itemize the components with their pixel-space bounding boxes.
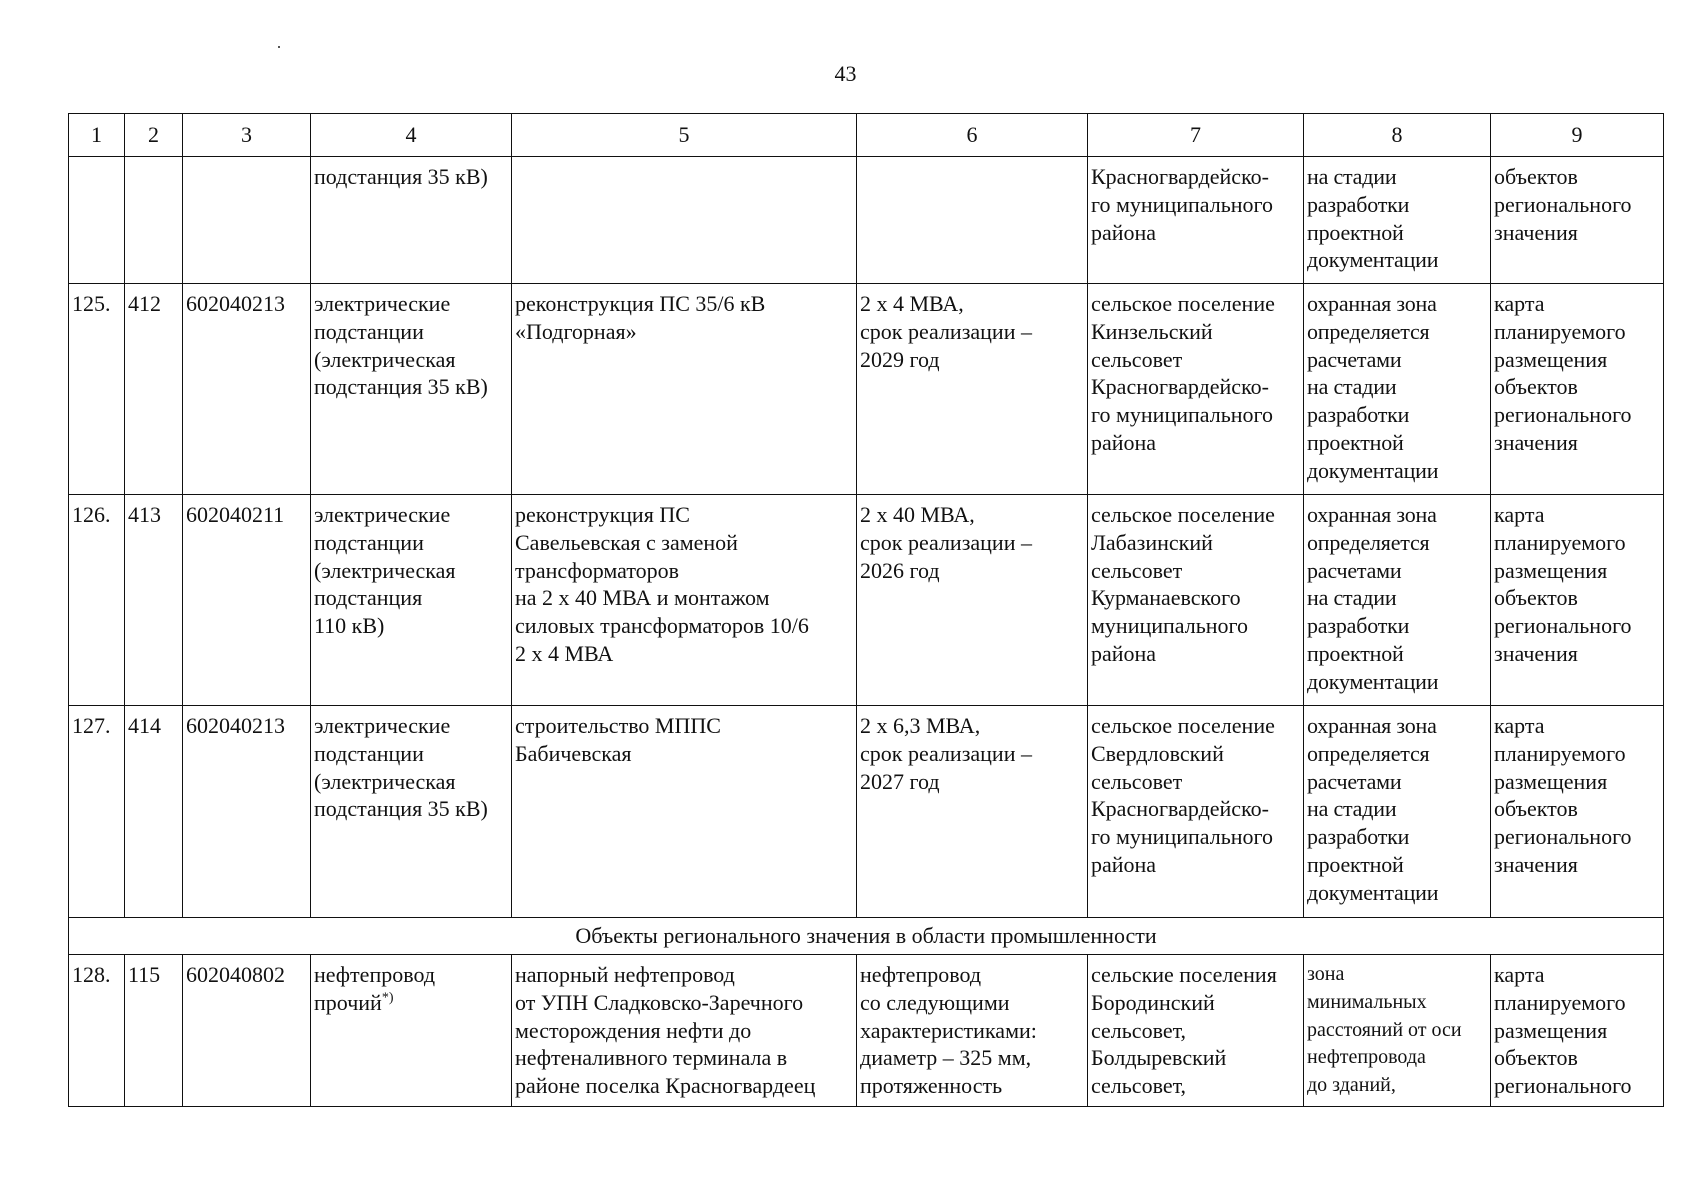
column-header: 2 xyxy=(125,114,183,157)
column-header: 3 xyxy=(183,114,311,157)
cell-map-reference: карта планируемого размещения объектов регионального xyxy=(1491,955,1664,1107)
column-header: 9 xyxy=(1491,114,1664,157)
column-number-header-row xyxy=(69,114,1664,157)
cell-number: 128. xyxy=(69,955,125,1107)
table-row-continuation xyxy=(69,157,1664,284)
cell-number: 126. xyxy=(69,495,125,706)
cell-location: сельское поселение Свердловский сельсовет Красногвардейско- го муниципального района xyxy=(1088,706,1304,918)
cell-location: сельское поселение Лабазинский сельсовет Курманаевского муниципального района xyxy=(1088,495,1304,706)
cell-object-name: строительство МППС Бабичевская xyxy=(512,706,857,918)
table-row xyxy=(69,284,1664,495)
cell-code: 602040211 xyxy=(183,495,311,706)
cell-object-type: подстанция 35 кВ) xyxy=(311,157,512,284)
cell-characteristics: нефтепровод со следующими характеристиками: диаметр – 325 мм, протяженность xyxy=(857,955,1088,1107)
page-number: 43 xyxy=(834,61,857,86)
cell-index: 412 xyxy=(125,284,183,495)
cell-object-name xyxy=(512,157,857,284)
cell-object-type xyxy=(311,955,512,1107)
cell-object-name: напорный нефтепровод от УПН Сладковско-Заречного месторождения нефти до нефтеналивного терминала в районе поселка Красногвардеец xyxy=(512,955,857,1107)
section-title: Объекты регионального значения в области промышленности xyxy=(69,918,1664,955)
cell-zone: на стадии разработки проектной документации xyxy=(1304,157,1491,284)
cell-location: Красногвардейско- го муниципального района xyxy=(1088,157,1304,284)
cell-characteristics: 2 х 40 МВА, срок реализации – 2026 год xyxy=(857,495,1088,706)
cell-index xyxy=(125,157,183,284)
cell-object-type: электрические подстанции (электрическая подстанция 35 кВ) xyxy=(311,706,512,918)
footnote-marker: *) xyxy=(381,990,394,1006)
cell-index: 414 xyxy=(125,706,183,918)
column-header: 4 xyxy=(311,114,512,157)
cell-number xyxy=(69,157,125,284)
table-row xyxy=(69,955,1664,1107)
cell-characteristics: 2 х 6,3 МВА, срок реализации – 2027 год xyxy=(857,706,1088,918)
cell-object-name: реконструкция ПС Савельевская с заменой трансформаторов на 2 х 40 МВА и монтажом силовых трансформаторов 10/6 2 х 4 МВА xyxy=(512,495,857,706)
cell-location: сельское поселение Кинзельский сельсовет Красногвардейско- го муниципального района xyxy=(1088,284,1304,495)
column-header: 6 xyxy=(857,114,1088,157)
cell-index: 413 xyxy=(125,495,183,706)
cell-code xyxy=(183,157,311,284)
cell-characteristics: 2 х 4 МВА, срок реализации – 2029 год xyxy=(857,284,1088,495)
column-header: 7 xyxy=(1088,114,1304,157)
cell-number: 125. xyxy=(69,284,125,495)
cell-code: 602040213 xyxy=(183,284,311,495)
cell-map-reference: карта планируемого размещения объектов регионального значения xyxy=(1491,495,1664,706)
cell-object-type: электрические подстанции (электрическая подстанция 110 кВ) xyxy=(311,495,512,706)
cell-index: 115 xyxy=(125,955,183,1107)
cell-map-reference: карта планируемого размещения объектов регионального значения xyxy=(1491,284,1664,495)
cell-code: 602040213 xyxy=(183,706,311,918)
table-row xyxy=(69,495,1664,706)
planning-objects-table xyxy=(68,113,1664,1107)
column-header: 8 xyxy=(1304,114,1491,157)
cell-characteristics xyxy=(857,157,1088,284)
cell-map-reference: объектов регионального значения xyxy=(1491,157,1664,284)
column-header: 1 xyxy=(69,114,125,157)
cell-location: сельские поселения Бородинский сельсовет, Болдыревский сельсовет, xyxy=(1088,955,1304,1107)
cell-zone: зона минимальных расстояний от оси нефтепровода до зданий, xyxy=(1304,955,1491,1107)
cell-map-reference: карта планируемого размещения объектов регионального значения xyxy=(1491,706,1664,918)
column-header: 5 xyxy=(512,114,857,157)
table-row xyxy=(69,706,1664,918)
object-type-text: нефтепровод прочий xyxy=(314,962,436,1015)
cell-zone: охранная зона определяется расчетами на стадии разработки проектной документации xyxy=(1304,284,1491,495)
cell-number: 127. xyxy=(69,706,125,918)
cell-object-name: реконструкция ПС 35/6 кВ «Подгорная» xyxy=(512,284,857,495)
cell-zone: охранная зона определяется расчетами на стадии разработки проектной документации xyxy=(1304,495,1491,706)
cell-object-type: электрические подстанции (электрическая подстанция 35 кВ) xyxy=(311,284,512,495)
cell-zone: охранная зона определяется расчетами на стадии разработки проектной документации xyxy=(1304,706,1491,918)
cell-code: 602040802 xyxy=(183,955,311,1107)
section-title-row xyxy=(69,918,1664,955)
scan-speck xyxy=(278,46,280,48)
